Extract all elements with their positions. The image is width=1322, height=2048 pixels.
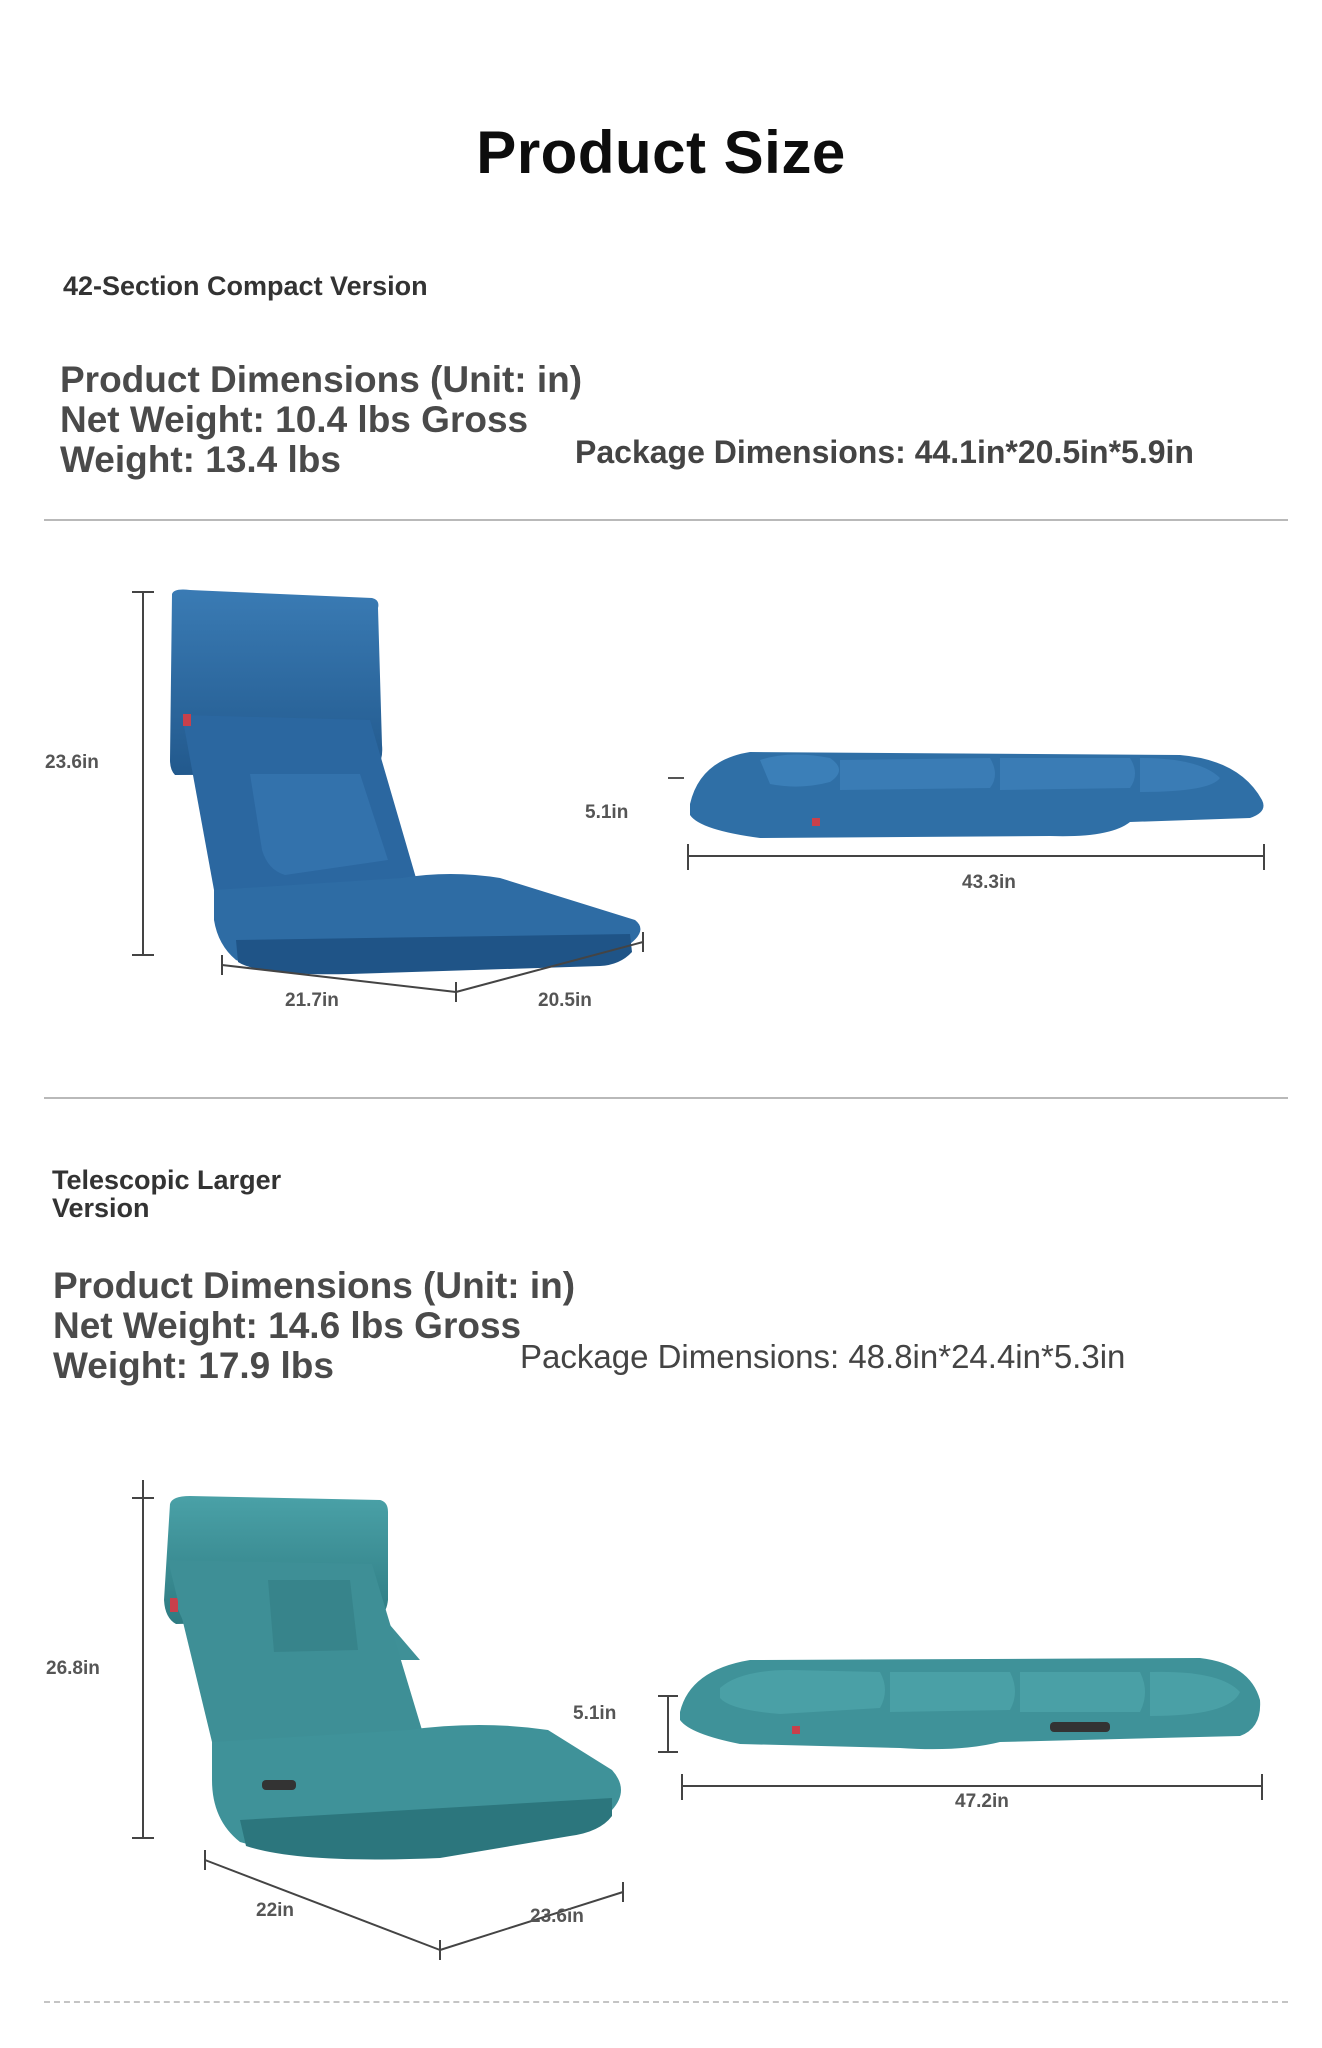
compact-height-dimension-line (132, 592, 154, 955)
compact-width-label: 20.5in (538, 990, 592, 1011)
compact-thickness-label: 5.1in (585, 802, 629, 823)
larger-thickness-label: 5.1in (573, 1703, 617, 1724)
larger-thickness-dimension-line (658, 1696, 678, 1752)
larger-spec-block (53, 1266, 575, 1386)
larger-spec-gross-weight: Weight: 17.9 lbs (53, 1345, 334, 1386)
section-divider (44, 519, 1288, 521)
larger-version-label-line1: Telescopic Larger (52, 1165, 282, 1195)
larger-length-label: 47.2in (955, 1791, 1009, 1812)
larger-package-dimensions: Package Dimensions: 48.8in*24.4in*5.3in (520, 1338, 1126, 1375)
section-divider (44, 1097, 1288, 1099)
larger-width-label: 23.6in (530, 1906, 584, 1927)
compact-length-dimension-line (688, 844, 1264, 870)
compact-spec-block (60, 360, 582, 480)
bottom-divider (44, 2001, 1288, 2003)
compact-height-label: 23.6in (45, 752, 99, 773)
larger-depth-label: 22in (256, 1900, 295, 1921)
larger-spec-dimensions: Product Dimensions (Unit: in) (53, 1265, 576, 1306)
compact-chair-upright-image (170, 590, 640, 975)
page-title: Product Size (476, 119, 846, 186)
larger-chair-body (168, 1560, 621, 1860)
compact-spec-dimensions: Product Dimensions (Unit: in) (60, 359, 583, 400)
larger-version-label (52, 1166, 281, 1222)
compact-package-dimensions: Package Dimensions: 44.1in*20.5in*5.9in (575, 434, 1194, 470)
compact-spec-gross-weight: Weight: 13.4 lbs (60, 439, 341, 480)
larger-spec-net-weight: Net Weight: 14.6 lbs Gross (53, 1305, 522, 1346)
larger-version-label-line2: Version (52, 1193, 150, 1223)
larger-height-label: 26.8in (46, 1658, 100, 1679)
compact-depth-label: 21.7in (285, 990, 339, 1011)
compact-version-label: 42-Section Compact Version (63, 271, 428, 301)
compact-length-label: 43.3in (962, 872, 1016, 893)
larger-product-diagram (0, 1480, 1322, 1980)
compact-spec-net-weight: Net Weight: 10.4 lbs Gross (60, 399, 529, 440)
compact-chair-flat-image (668, 752, 1264, 838)
larger-chair-flat-image (680, 1658, 1260, 1749)
